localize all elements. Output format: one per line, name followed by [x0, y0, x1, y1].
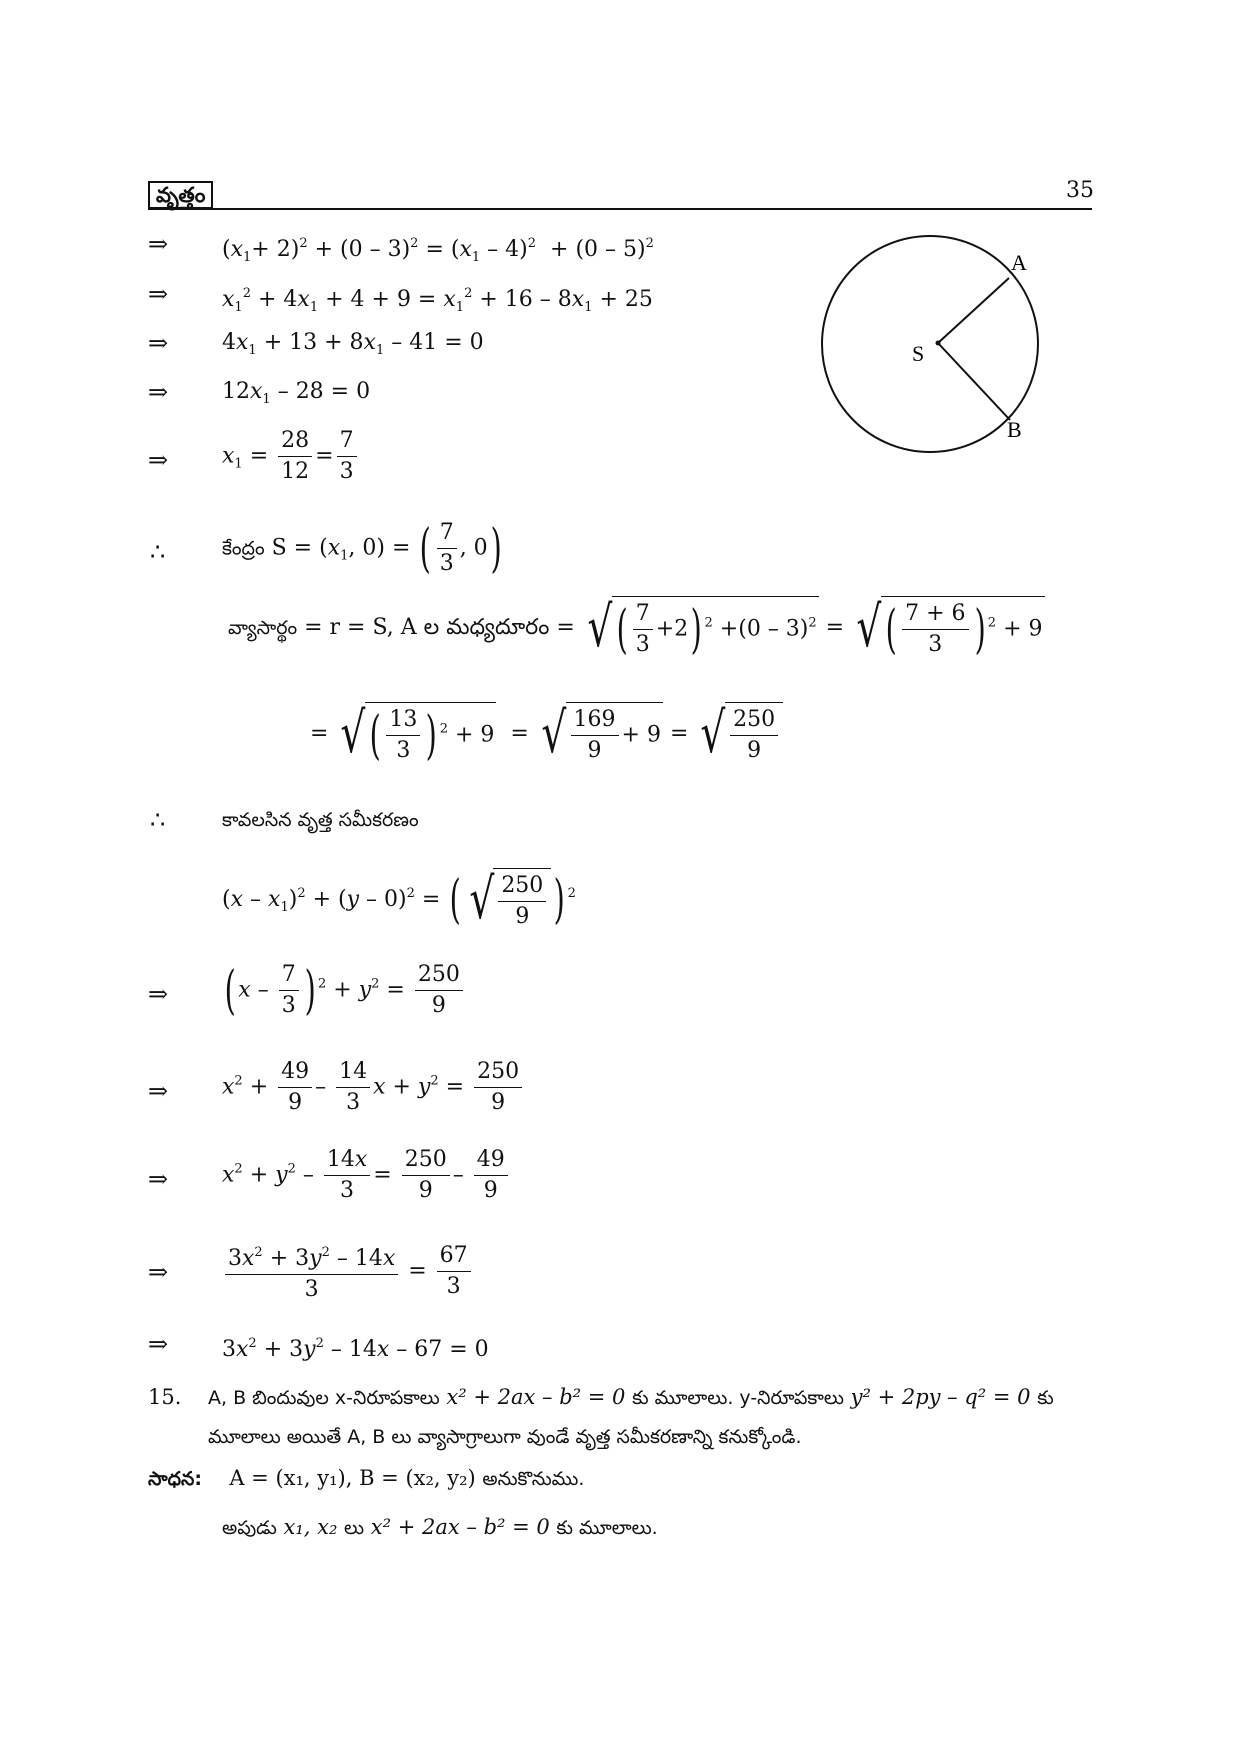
circle-diagram [808, 228, 1048, 468]
question-equation-1: x² + 2ax – b² = 0 [446, 1385, 626, 1409]
equation-line: $(x - x_1)^2 + (y - 0)^2$ = ( √ $\frac{250}{9}$ ) $^2$ [222, 867, 576, 932]
question-15 [148, 1378, 1092, 1456]
radius-line-2: = √( $\frac{13}{3}$ ) $^2$ + 9 = √ $\frac{169}{9}$ + 9 = √ $\frac{250}{9}$ [310, 702, 783, 766]
implies-symbol: ⇒ [148, 1165, 169, 1193]
implies-symbol: ⇒ [148, 230, 169, 258]
question-equation-2: y² + 2py – q² = 0 [850, 1385, 1031, 1409]
equation-line: ( x – $\frac{7}{3}$ ) $^2 + y^2$ = $\frac{250}{9}$ [222, 960, 466, 1021]
implies-symbol: ⇒ [148, 329, 169, 357]
circle-outline [822, 236, 1038, 452]
equation-line: $4x_1 + 13 + 8x_1 - 41 = 0$ [222, 330, 484, 358]
page-number: 35 [1066, 178, 1094, 203]
implies-symbol: ⇒ [148, 1330, 169, 1358]
solution-line-1 [148, 1466, 584, 1495]
implies-symbol: ⇒ [148, 1258, 169, 1286]
radius-line: వ్యాసార్థం = r = S, A ల మధ్యదూరం = √( $\frac{7}{3}$ +2) $^2$ +(0 – 3)$^2$ = √( $\frac{7 + 6}{3}$ ) $^2$ + 9 [228, 595, 1043, 660]
centre-label-s: S [912, 341, 925, 366]
equation-line: $x^2$ + $\frac{49}{9}$ – $\frac{14}{3}$ $x + y^2$ = $\frac{250}{9}$ [222, 1057, 525, 1118]
solution-are: లు [344, 1517, 365, 1539]
radius-sb [938, 343, 1010, 420]
therefore-symbol: ∴ [150, 806, 166, 834]
solution-then: అపుడు [222, 1517, 277, 1539]
implies-symbol: ⇒ [148, 1077, 169, 1105]
question-text-2: కు మూలాలు. y-నిరూపకాలు [632, 1387, 844, 1409]
equation-line: $x_1$ = $\frac{28}{12}$ = $\frac{7}{3}$ [222, 426, 360, 487]
solution-points: A = (x₁, y₁), B = (x₂, y₂) [229, 1466, 476, 1490]
chapter-label: వృత్తం [148, 181, 213, 209]
centre-point [936, 341, 941, 346]
centre-label: కేంద్రం [222, 537, 265, 560]
implies-symbol: ⇒ [148, 446, 169, 474]
radius-sa [938, 278, 1009, 343]
equation-line: $\frac{3x^2 + 3y^2 - 14x}{3}$ = $\frac{67}{3}$ [222, 1238, 474, 1305]
required-equation-text: కావలసిన వృత్త సమీకరణం [222, 809, 419, 831]
implies-symbol: ⇒ [148, 280, 169, 308]
solution-roots: x₁, x₂ [283, 1515, 338, 1539]
equation-line: $12x_1 - 28 = 0$ [222, 379, 371, 407]
header-rule [148, 208, 1092, 210]
question-text [208, 1378, 1092, 1456]
question-text-3: కు మూలాలు అయితే A, B లు వ్యాసాగ్రాలుగా వుండే వృత్త సమీకరణాన్ని కనుక్కోండి. [208, 1387, 1054, 1448]
solution-line-2 [222, 1515, 658, 1544]
radius-label: వ్యాసార్థం [228, 617, 298, 639]
equation-line: $3x^2 + 3y^2 - 14x - 67 = 0$ [222, 1336, 489, 1362]
implies-symbol: ⇒ [148, 980, 169, 1008]
required-equation-label [222, 806, 419, 834]
point-label-a: A [1011, 250, 1027, 275]
question-text-1: A, B బిందువుల x-నిరూపకాలు [208, 1387, 440, 1409]
solution-assume: అనుకొనుము. [482, 1468, 585, 1490]
solution-equation: x² + 2ax – b² = 0 [370, 1515, 550, 1539]
therefore-symbol: ∴ [150, 538, 166, 566]
equation-line: $x_1^2 + 4x_1 + 4 + 9 = x_1^2 + 16 - 8x_1 + 25$ [222, 286, 653, 315]
question-number: 15. [148, 1385, 182, 1409]
solution-label: సాధన: [148, 1468, 202, 1490]
equation-line: $(x_1+ 2)^2 + (0 - 3)^2 = (x_1 - 4)^2 + (0 - 5)^2$ [222, 236, 654, 265]
radius-definition: = r = S, A ల మధ్యదూరం [304, 615, 550, 640]
centre-line: కేంద్రం $S = (x_1$, 0) = ( $\frac{7}{3}$ , 0) [222, 518, 502, 579]
point-label-b: B [1007, 417, 1022, 442]
implies-symbol: ⇒ [148, 378, 169, 406]
solution-roots-of: కు మూలాలు. [556, 1517, 658, 1539]
equation-line: $x^2 + y^2$ – $\frac{14x}{3}$ = $\frac{250}{9}$ – $\frac{49}{9}$ [222, 1145, 511, 1206]
